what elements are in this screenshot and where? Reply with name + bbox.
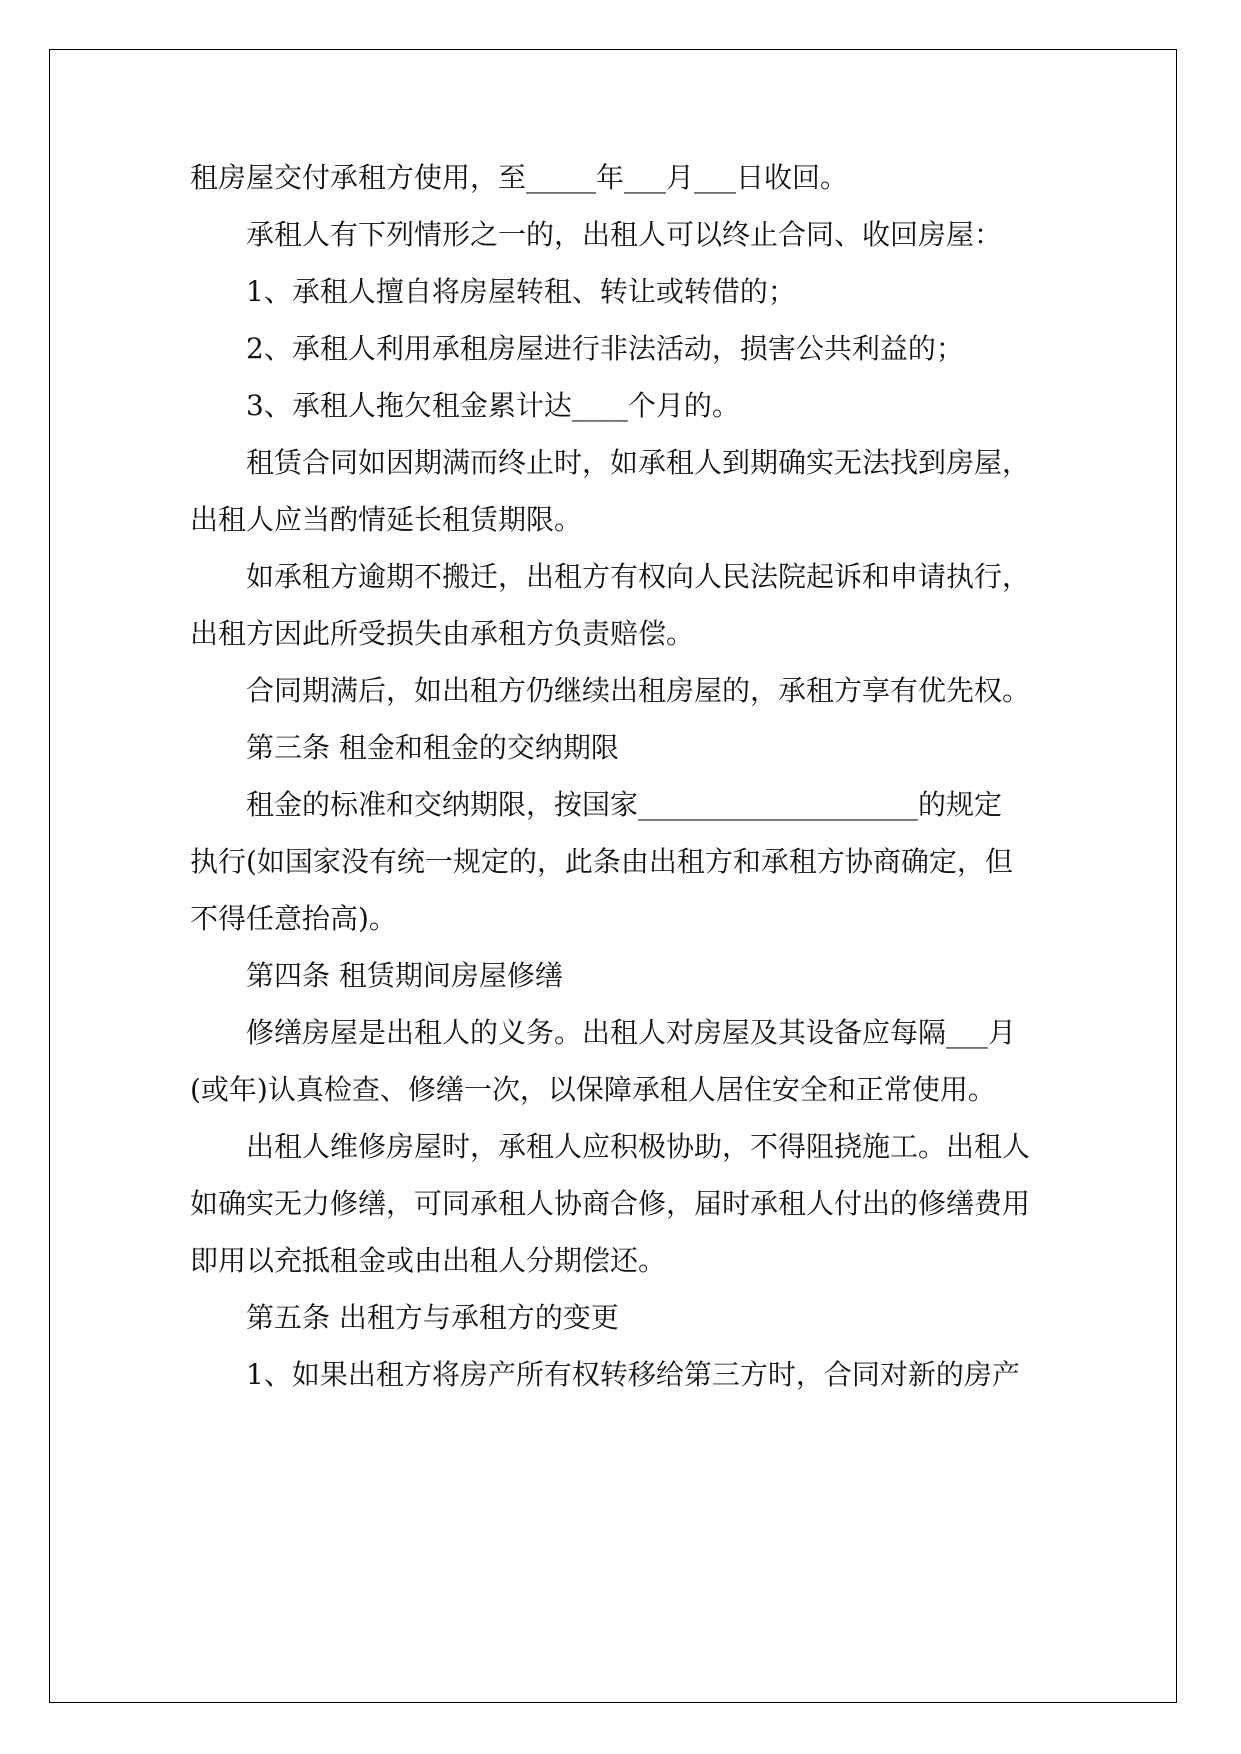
text-line: 合同期满后，如出租方仍继续出租房屋的，承租方享有优先权。 [246, 674, 1031, 707]
section-heading: 第四条 租赁期间房屋修缮 [246, 959, 563, 992]
text-line: (或年)认真检查、修缮一次，以保障承租人居住安全和正常使用。 [190, 1073, 996, 1106]
text-line: 2、承租人利用承租房屋进行非法活动，损害公共利益的； [246, 332, 964, 365]
text-line: 如承租方逾期不搬迁，出租方有权向人民法院起诉和申请执行， [246, 560, 1031, 593]
text-line: 执行(如国家没有统一规定的，此条由出租方和承租方协商确定，但 [190, 845, 1013, 878]
text-line: 出租人维修房屋时，承租人应积极协助，不得阻挠施工。出租人 [246, 1130, 1031, 1163]
text-line: 承租人有下列情形之一的，出租人可以终止合同、收回房屋： [246, 218, 1003, 251]
section-heading: 第五条 出租方与承租方的变更 [246, 1301, 619, 1334]
text-line: 租房屋交付承租方使用，至_____年___月___日收回。 [190, 161, 849, 194]
text-line: 出租方因此所受损失由承租方负责赔偿。 [190, 617, 695, 650]
text-line: 出租人应当酌情延长租赁期限。 [190, 503, 583, 536]
text-line: 修缮房屋是出租人的义务。出租人对房屋及其设备应每隔___月 [246, 1016, 1017, 1049]
text-line: 1、如果出租方将房产所有权转移给第三方时，合同对新的房产 [246, 1358, 1020, 1391]
text-line: 如确实无力修缮，可同承租人协商合修，届时承租人付出的修缮费用 [190, 1187, 1031, 1220]
text-line: 不得任意抬高)。 [190, 902, 397, 935]
text-line: 3、承租人拖欠租金累计达____个月的。 [246, 389, 740, 422]
text-line: 即用以充抵租金或由出租人分期偿还。 [190, 1244, 667, 1277]
text-line: 租金的标准和交纳期限，按国家____________________的规定 [246, 788, 1003, 821]
text-line: 租赁合同如因期满而终止时，如承租人到期确实无法找到房屋， [246, 446, 1031, 479]
section-heading: 第三条 租金和租金的交纳期限 [246, 731, 619, 764]
text-line: 1、承租人擅自将房屋转租、转让或转借的； [246, 275, 796, 308]
